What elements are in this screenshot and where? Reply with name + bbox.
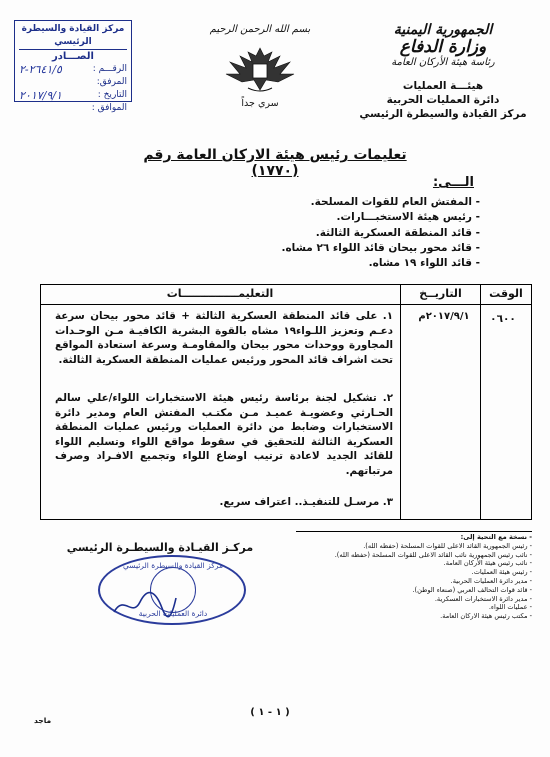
stamp-corr-row (19, 102, 127, 115)
copy-recipient: - عمليات اللواء. (296, 603, 532, 612)
instructions-table (40, 284, 532, 520)
stamp-attach-label: المرفق: (96, 77, 127, 87)
page-number: ( ١ - ١ ) (250, 707, 290, 718)
stamp-ref-row (19, 63, 127, 76)
instruction-item-3: ٣. مرسـل للتنفيـذ.. اعتراف سريع. (219, 496, 393, 508)
date-column-header: التاريــخ (419, 287, 462, 300)
instructions-column-header: التعليمـــــــــــــــات (166, 287, 274, 300)
recipient-item: - قائد المنطقة العسكرية الثالثة. (230, 226, 480, 241)
letterhead (358, 22, 528, 121)
copy-recipient: - رئيس الجمهورية القائد الاعلى للقوات المسلحة (حفظه الله). (296, 542, 532, 551)
copy-recipient: - مكتب رئيس هيئة الاركان العامة. (296, 612, 532, 621)
seal-text-bottom: دائرة العمليات الحربية (138, 609, 208, 618)
time-cell: ٠٦٠٠ (490, 313, 516, 325)
typist-name: ماجد (34, 716, 52, 725)
stamp-outgoing: الصـــادر (52, 51, 94, 62)
staff-name: رئاسة هيئة الأركان العامة (391, 57, 495, 68)
copies-title: - نسخة مع التحية إلى: (460, 533, 532, 541)
stamp-center-name: مركز القيادة والسيطرة الرئيسي (19, 23, 127, 50)
authority-name: هيئـــة العمليات (402, 80, 484, 92)
ministry-name: وزارة الدفاع (399, 37, 487, 57)
department-name: دائرة العمليات الحربية (386, 94, 500, 106)
recipient-item: - قائد محور بيحان قائد اللواء ٢٦ مشاه. (230, 241, 480, 256)
basmala: بسم الله الرحمن الرحيم (209, 24, 311, 35)
column-divider (480, 285, 481, 519)
stamp-date-row (19, 89, 127, 102)
copies-list (296, 531, 532, 621)
copy-recipient: - نائب رئيس الجمهورية نائب القائد الاعلى للقوات المسلحة (حفظه الله). (296, 551, 532, 560)
seal-text-top: مركز القيادة والسيطرة الرئيسي (123, 561, 223, 570)
signatory-label: مركـز القيـادة والسيطـرة الرئيسي (66, 541, 254, 554)
copy-recipient: - قائد قوات التحالف العربي (صنعاء الوطن). (296, 586, 532, 595)
copy-recipient: - مدير دائرة العمليات الحربية. (296, 577, 532, 586)
copy-recipient: - نائب رئيس هيئة الأركان العامة. (296, 559, 532, 568)
registry-stamp (14, 20, 132, 113)
handwritten-signature-icon (110, 590, 180, 620)
recipients-list (230, 195, 480, 271)
document-title: تعليمات رئيس هيئة الاركان العامة رقم (١٧٧٠) (143, 147, 407, 179)
classification-label: سري جداً (241, 98, 279, 109)
instruction-item-2: ٢. تشكيل لجنة برئاسة رئيس هيئة الاستخبارات اللواء/علي سالم الحـارثي وعضويـة عميـد مـن مكتـب المفتش العام ومدير دائرة الاستخبارات وضابط من دائرة العمليات ورئيس عمليات المنطقة العسكرية الثالثة للتحقيق في سقوط مواقع اللواء وتسليم اللواء للقائد الجديد لاعادة ترتيب اوضاع اللواء وتجميع الافـراد وصرف مرتباتهم. (55, 392, 393, 477)
column-divider (400, 285, 401, 519)
date-cell: ٢٠١٧/٩/١م (418, 311, 470, 322)
eagle-emblem-icon (222, 44, 298, 96)
stamp-date-label: التاريخ : (97, 90, 127, 100)
stamp-attach-row (19, 76, 127, 89)
copy-recipient: - مدير دائرة الاستخبارات العسكرية. (296, 595, 532, 604)
center-name: مركز القيادة والسيطرة الرئيسي (359, 108, 527, 120)
recipient-item: - قائد اللواء ١٩ مشاه. (230, 256, 480, 271)
recipient-item: - رئيس هيئة الاستخبـــارات. (230, 210, 480, 225)
stamp-ref-value: ٢٦٤١/٥-٢ (19, 63, 62, 76)
recipient-item: - المفتش العام للقوات المسلحة. (230, 195, 480, 210)
instruction-item-1: ١. على قائد المنطقة العسكرية الثالثة + قائد محور بيحان سرعة دعـم وتعزيز اللـواء١٩ مشاه بالقوة البشرية الكافيـة مـن الوحـدات المجاورة ووحدات محور بيحان والمقاومـة وسرعة استعادة المواقع تحت اشراف قائد المحور ورئيس عمليات المنطقة العسكرية الثالثة. (55, 310, 393, 366)
time-column-header: الوقت (489, 287, 523, 300)
copy-recipient: - رئيس هيئة العمليات. (296, 568, 532, 577)
stamp-date-value: ٢٠١٧/٩/١ (19, 89, 62, 102)
to-label: الـــى: (432, 175, 474, 190)
stamp-ref-label: الرقـــم : (92, 64, 127, 74)
country-name: الجمهورية اليمنية (393, 22, 493, 38)
stamp-corr-label: الموافق : (91, 103, 127, 113)
